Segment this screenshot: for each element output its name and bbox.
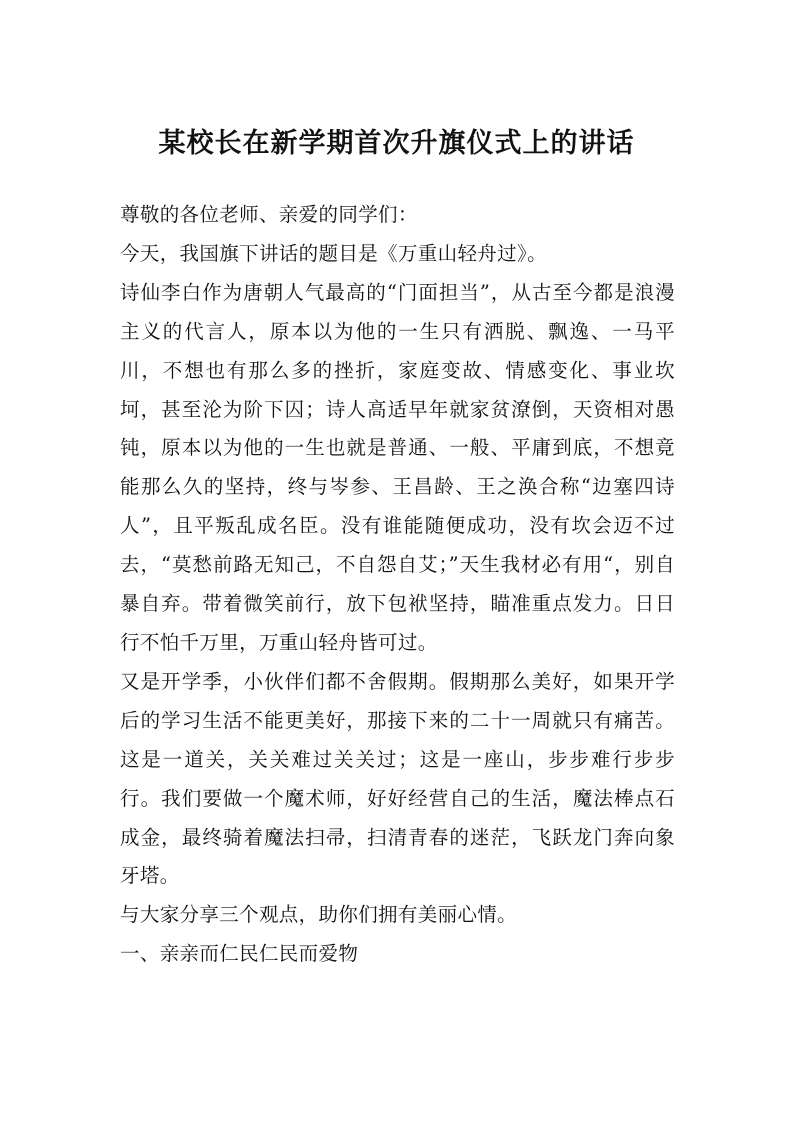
document-body — [120, 196, 675, 974]
body-paragraph: 又是开学季，小伙伴们都不舍假期。假期那么美好，如果开学后的学习生活不能更美好，那接下来的二十一周就只有痛苦。这是一道关，关关难过关关过；这是一座山，步步难行步步行。我们要做一个魔术师，好好经营自己的生活，魔法棒点石成金，最终骑着魔法扫帚，扫清青春的迷茫，飞跃龙门奔向象牙塔。 — [120, 669, 675, 888]
section-heading: 一、亲亲而仁民仁民而爱物 — [120, 942, 359, 966]
salutation-paragraph: 尊敬的各位老师、亲爱的同学们： — [120, 203, 418, 226]
body-paragraph: 诗仙李白作为唐朝人气最高的“门面担当”，从古至今都是浪漫主义的代言人，原本以为他的一生只有洒脱、飘逸、一马平川，不想也有那么多的挫折，家庭变故、情感变化、事业坎坷，甚至沦为阶下囚；诗人高适早年就家贫潦倒，天资相对愚钝，原本以为他的一生也就是普通、一般、平庸到底，不想竟能那么久的坚持，终与岑参、王昌龄、王之涣合称“边塞四诗人”，且平叛乱成名臣。没有谁能随便成功，没有坎会迈不过去，“莫愁前路无知己，不自怨自艾；”天生我材必有用“，别自暴自弃。带着微笑前行，放下包袱坚持，瞄准重点发力。日日行不怕千万里，万重山轻舟皆可过。 — [120, 280, 675, 654]
topic-paragraph: 今天，我国旗下讲话的题目是《万重山轻舟过》。 — [120, 241, 547, 265]
body-paragraph: 与大家分享三个观点，助你们拥有美丽心情。 — [120, 903, 518, 927]
document-title: 某校长在新学期首次升旗仪式上的讲话 — [158, 128, 635, 159]
